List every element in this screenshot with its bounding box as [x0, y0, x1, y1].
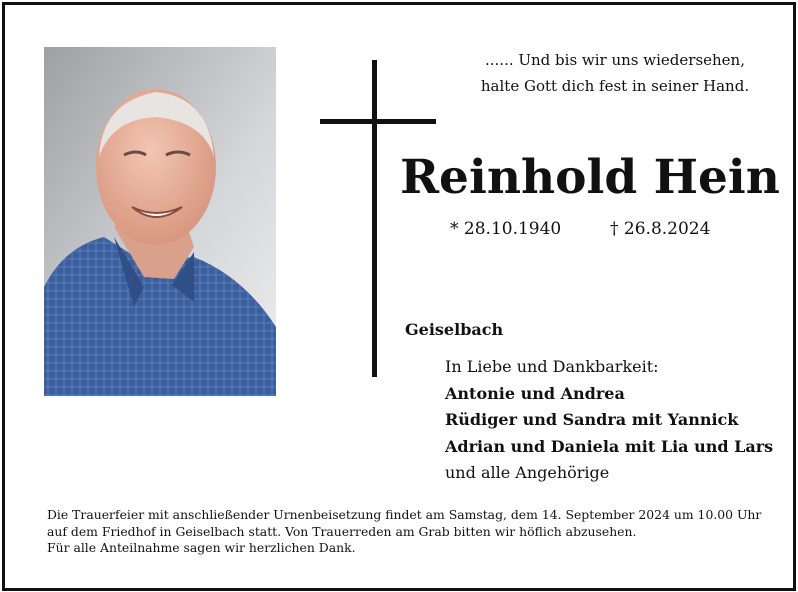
mourner-name: Rüdiger und Sandra mit Yannick [445, 410, 739, 429]
quote-line-2: halte Gott dich fest in seiner Hand. [480, 77, 750, 95]
mourners-intro: In Liebe und Dankbarkeit: [445, 357, 659, 376]
funeral-notice [47, 507, 767, 557]
birth-date: * 28.10.1940 [450, 219, 562, 239]
quote-line-1: ...... Und bis wir uns wiedersehen, [485, 51, 745, 69]
portrait-photo [44, 47, 276, 396]
funeral-notice-line-2: auf dem Friedhof in Geiselbach statt. Von Trauerreden am Grab bitten wir höflich abzusehen. [47, 523, 637, 539]
mourner-name: Antonie und Andrea [445, 383, 625, 403]
funeral-notice-line-1: Die Trauerfeier mit anschließender Urnenbeisetzung findet am Samstag, dem 14. September 2024 um 10.00 Uhr [47, 507, 762, 522]
cross-icon-horizontal [320, 119, 436, 124]
deceased-name: Reinhold Hein [400, 150, 780, 205]
mourners-closing: und alle Angehörige [445, 463, 610, 482]
memorial-quote [470, 47, 760, 99]
cross-icon-vertical [372, 60, 377, 377]
mourner-name: Adrian und Daniela mit Lia und Lars [445, 436, 774, 456]
mourners-list [445, 354, 773, 487]
funeral-notice-line-3: Für alle Anteilnahme sagen wir herzlichen Dank. [47, 540, 356, 555]
death-date: † 26.8.2024 [610, 219, 711, 239]
place-name: Geiselbach [405, 320, 504, 339]
